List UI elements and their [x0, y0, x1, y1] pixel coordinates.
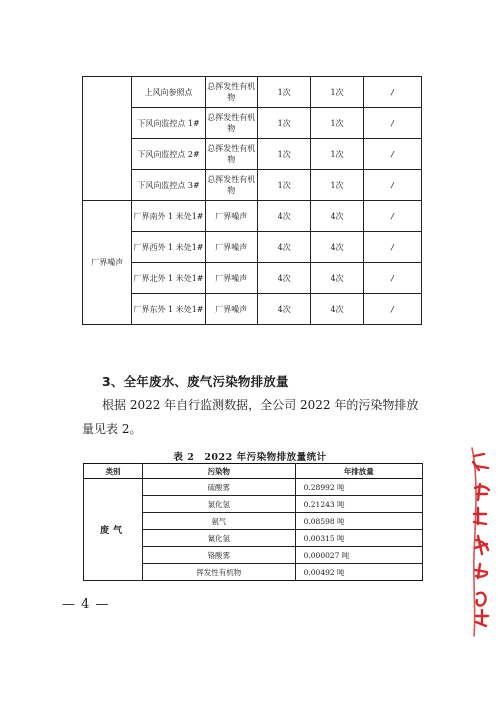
table-row — [84, 479, 423, 496]
emission-amount-cell: 0.21243 吨 — [295, 496, 422, 513]
monitoring-item-cell: 总挥发性有机物 — [205, 108, 257, 139]
category-cell-empty — [83, 77, 132, 201]
emission-amount-cell: 0.00315 吨 — [295, 530, 422, 547]
monitoring-point-cell: 上风向参照点 — [132, 77, 205, 108]
seal-fragment-icon — [468, 444, 494, 640]
pollutant-cell: 氰化氢 — [143, 530, 296, 547]
monitoring-item-cell: 厂界噪声 — [205, 263, 257, 294]
frequency-cell: 1次 — [311, 108, 363, 139]
frequency-cell: 1次 — [257, 108, 310, 139]
pollutant-cell: 氯化氢 — [143, 496, 296, 513]
frequency-cell: 1次 — [311, 139, 363, 170]
monitoring-point-cell: 厂界北外 1 米处1# — [132, 263, 205, 294]
monitoring-item-cell: 厂界噪声 — [205, 201, 257, 232]
table-row — [83, 294, 422, 325]
frequency-cell: 4次 — [257, 263, 310, 294]
note-cell: / — [363, 294, 421, 325]
monitoring-item-cell: 厂界噪声 — [205, 294, 257, 325]
emission-amount-cell: 0.28992 吨 — [295, 479, 422, 496]
pollutant-cell: 氨气 — [143, 513, 296, 530]
frequency-cell: 1次 — [257, 170, 310, 201]
monitoring-item-cell: 厂界噪声 — [205, 232, 257, 263]
monitoring-item-cell: 总挥发性有机物 — [205, 170, 257, 201]
table-row — [83, 170, 422, 201]
table-row — [83, 108, 422, 139]
header-annual-emission: 年排放量 — [295, 464, 422, 479]
pollutant-cell: 铬酸雾 — [143, 547, 296, 564]
emission-amount-cell: 0.08598 吨 — [295, 513, 422, 530]
note-cell: / — [363, 108, 421, 139]
monitoring-point-cell: 厂界南外 1 米处1# — [132, 201, 205, 232]
table-row — [83, 232, 422, 263]
table-header-row — [84, 464, 423, 479]
frequency-cell: 1次 — [311, 77, 363, 108]
note-cell: / — [363, 201, 421, 232]
monitoring-point-cell: 下风向监控点 3# — [132, 170, 205, 201]
frequency-cell: 4次 — [257, 232, 310, 263]
emission-amount-cell: 0.000027 吨 — [295, 547, 422, 564]
monitoring-point-cell: 下风向监控点 2# — [132, 139, 205, 170]
emission-statistics-table — [83, 463, 423, 581]
emission-amount-cell: 0.00492 吨 — [295, 564, 422, 581]
frequency-cell: 1次 — [257, 77, 310, 108]
body-paragraph: 根据 2022 年自行监测数据，全公司 2022 年的污染物排放量见表 2。 — [82, 398, 419, 436]
monitoring-item-cell: 总挥发性有机物 — [205, 77, 257, 108]
note-cell: / — [363, 232, 421, 263]
frequency-cell: 1次 — [257, 139, 310, 170]
table-row — [83, 139, 422, 170]
header-pollutant: 污染物 — [143, 464, 296, 479]
monitoring-point-cell: 厂界东外 1 米处1# — [132, 294, 205, 325]
note-cell: / — [363, 263, 421, 294]
monitoring-plan-table — [82, 76, 422, 325]
frequency-cell: 4次 — [311, 263, 363, 294]
pollutant-cell: 挥发性有机物 — [143, 564, 296, 581]
category-cell: 厂界噪声 — [83, 201, 132, 325]
frequency-cell: 1次 — [311, 170, 363, 201]
pollutant-cell: 硫酸雾 — [143, 479, 296, 496]
section-heading: 3、全年废水、废气污染物排放量 — [102, 374, 289, 389]
header-category: 类别 — [84, 464, 143, 479]
note-cell: / — [363, 139, 421, 170]
monitoring-point-cell: 下风向监控点 1# — [132, 108, 205, 139]
note-cell: / — [363, 77, 421, 108]
note-cell: / — [363, 170, 421, 201]
red-seal-stamp — [468, 444, 494, 640]
frequency-cell: 4次 — [257, 201, 310, 232]
page-number: — 4 — — [62, 597, 110, 612]
table-caption: 表 2 2022 年污染物排放量统计 — [173, 452, 327, 463]
frequency-cell: 4次 — [311, 294, 363, 325]
monitoring-point-cell: 厂界西外 1 米处1# — [132, 232, 205, 263]
frequency-cell: 4次 — [311, 201, 363, 232]
monitoring-item-cell: 总挥发性有机物 — [205, 139, 257, 170]
table-row — [83, 263, 422, 294]
table-row — [83, 201, 422, 232]
table-row — [83, 77, 422, 108]
category-cell: 废气 — [84, 479, 143, 581]
frequency-cell: 4次 — [257, 294, 310, 325]
frequency-cell: 4次 — [311, 232, 363, 263]
